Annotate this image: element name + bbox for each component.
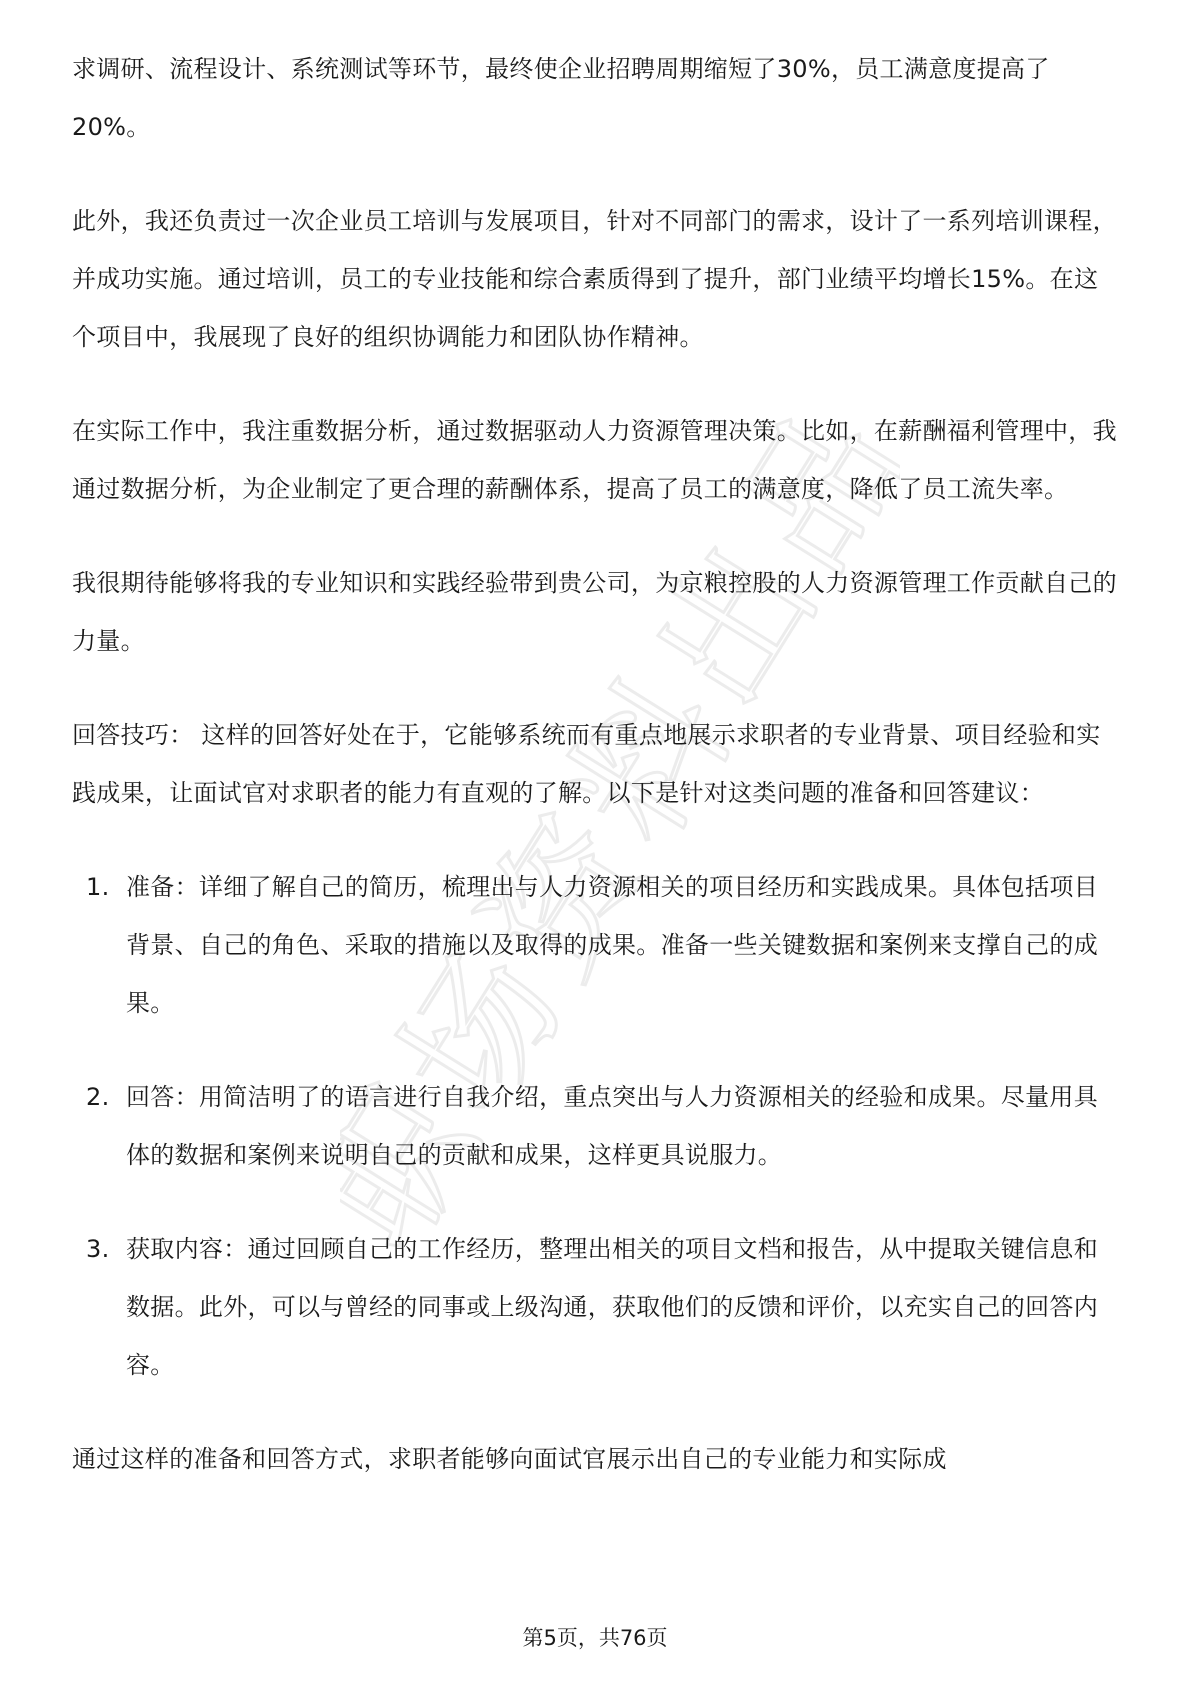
list-text: 准备：详细了解自己的简历，梳理出与人力资源相关的项目经历和实践成果。具体包括项目背景、自己的角色、采取的措施以及取得的成果。准备一些关键数据和案例来支撑自己的成果。 xyxy=(126,873,1098,1017)
list-item xyxy=(72,1220,1118,1394)
document-body xyxy=(72,40,1118,1524)
paragraph-3: 在实际工作中，我注重数据分析，通过数据驱动人力资源管理决策。比如，在薪酬福利管理中，我通过数据分析，为企业制定了更合理的薪酬体系，提高了员工的满意度，降低了员工流失率。 xyxy=(72,417,1117,503)
list-item xyxy=(72,858,1118,1032)
page-footer: 第5页，共76页 xyxy=(522,1626,668,1650)
paragraph-1: 求调研、流程设计、系统测试等环节，最终使企业招聘周期缩短了30%，员工满意度提高了20%。 xyxy=(72,55,1050,141)
list-text: 获取内容：通过回顾自己的工作经历，整理出相关的项目文档和报告，从中提取关键信息和数据。此外，可以与曾经的同事或上级沟通，获取他们的反馈和评价，以充实自己的回答内容。 xyxy=(126,1235,1098,1379)
list-text: 回答：用简洁明了的语言进行自我介绍，重点突出与人力资源相关的经验和成果。尽量用具体的数据和案例来说明自己的贡献和成果，这样更具说服力。 xyxy=(126,1083,1098,1169)
list-number: 1. xyxy=(86,873,110,901)
paragraph-closing: 通过这样的准备和回答方式，求职者能够向面试官展示出自己的专业能力和实际成 xyxy=(72,1445,947,1473)
list-number: 2. xyxy=(86,1083,110,1111)
paragraph-2: 此外，我还负责过一次企业员工培训与发展项目，针对不同部门的需求，设计了一系列培训课程，并成功实施。通过培训，员工的专业技能和综合素质得到了提升，部门业绩平均增长15%。在这个项目中，我展现了良好的组织协调能力和团队协作精神。 xyxy=(72,207,1117,351)
paragraph-answer-tips: 回答技巧： 这样的回答好处在于，它能够系统而有重点地展示求职者的专业背景、项目经验和实践成果，让面试官对求职者的能力有直观的了解。以下是针对这类问题的准备和回答建议： xyxy=(72,721,1101,807)
advice-list xyxy=(72,858,1118,1394)
list-number: 3. xyxy=(86,1235,110,1263)
paragraph-4: 我很期待能够将我的专业知识和实践经验带到贵公司，为京粮控股的人力资源管理工作贡献自己的力量。 xyxy=(72,569,1117,655)
list-item xyxy=(72,1068,1118,1184)
watermark-text: 职场资料出品 xyxy=(340,380,900,1278)
